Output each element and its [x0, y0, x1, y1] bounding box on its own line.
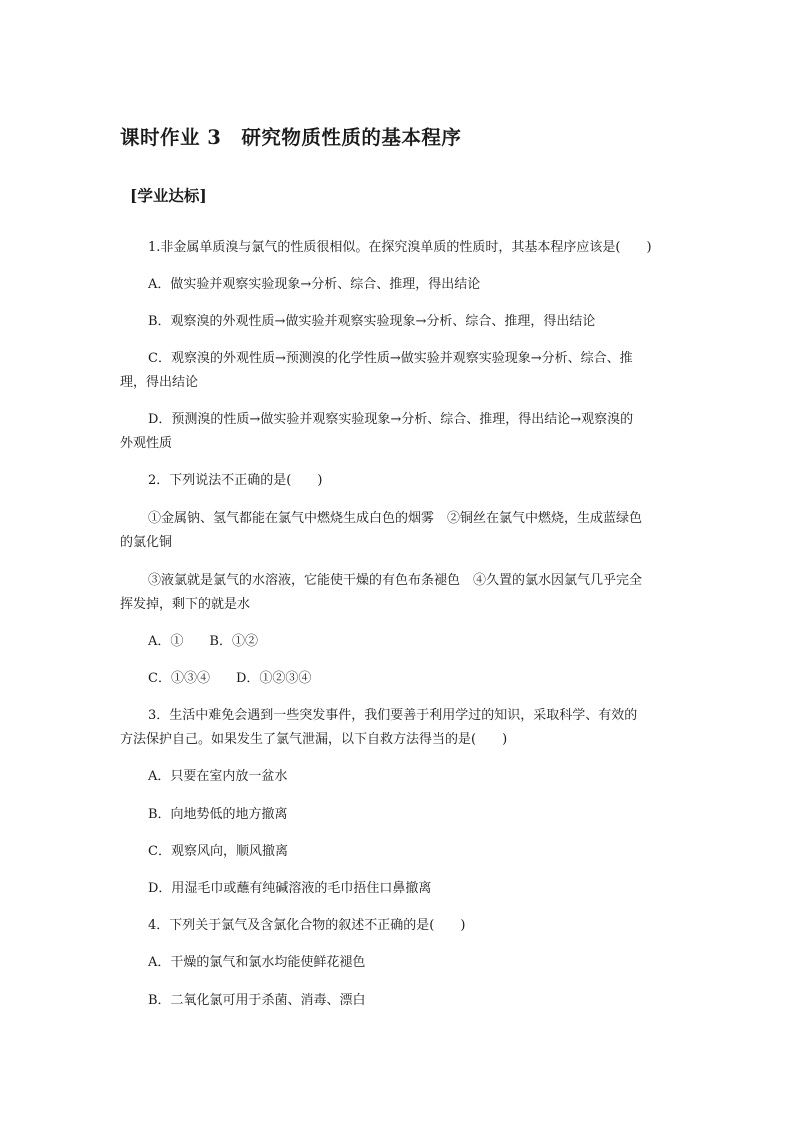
- question-2-statement-1-cont: 的氯化铜: [120, 535, 173, 550]
- question-2-statement-1: ①金属钠、氢气都能在氯气中燃烧生成白色的烟雾 ②铜丝在氯气中燃烧，生成蓝绿色: [148, 511, 643, 526]
- question-3-stem-cont: 方法保护自己。如果发生了氯气泄漏，以下自救方法得当的是( ): [120, 732, 508, 747]
- question-3-option-b: B．向地势低的地方撤离: [148, 807, 288, 822]
- question-1-option-c-cont: 理，得出结论: [120, 375, 199, 390]
- question-4-option-a: A．干燥的氯气和氯水均能使鲜花褪色: [148, 955, 366, 970]
- question-3-option-d: D．用湿毛巾或蘸有纯碱溶液的毛巾捂住口鼻撤离: [148, 881, 432, 896]
- question-1-stem: 1.非金属单质溴与氯气的性质很相似。在探究溴单质的性质时，其基本程序应该是( ): [148, 240, 652, 255]
- question-4-stem: 4．下列关于氯气及含氯化合物的叙述不正确的是( ): [148, 918, 466, 933]
- question-1-option-a: A．做实验并观察实验现象→分析、综合、推理，得出结论: [148, 277, 481, 292]
- question-1-option-b: B．观察溴的外观性质→做实验并观察实验现象→分析、综合、推理，得出结论: [148, 314, 596, 329]
- page-title: 课时作业 3 研究物质性质的基本程序: [120, 126, 462, 149]
- section-heading: [学业达标]: [130, 186, 207, 205]
- question-2-options-cd: C．①③④ D．①②③④: [148, 671, 312, 686]
- question-4-option-b: B．二氧化氯可用于杀菌、消毒、漂白: [148, 993, 366, 1008]
- question-1-option-c: C．观察溴的外观性质→预测溴的化学性质→做实验并观察实验现象→分析、综合、推: [148, 351, 633, 366]
- question-2-statement-2-cont: 挥发掉，剩下的就是水: [120, 597, 251, 612]
- question-3-option-c: C．观察风向，顺风撤离: [148, 844, 288, 859]
- question-3-option-a: A．只要在室内放一盆水: [148, 769, 288, 784]
- question-2-stem: 2．下列说法不正确的是( ): [148, 473, 323, 488]
- question-2-statement-2: ③液氯就是氯气的水溶液，它能使干燥的有色布条褪色 ④久置的氯水因氯气几乎完全: [148, 573, 643, 588]
- question-1-option-d-cont: 外观性质: [120, 436, 173, 451]
- question-3-stem: 3．生活中难免会遇到一些突发事件，我们要善于利用学过的知识，采取科学、有效的: [148, 708, 638, 723]
- question-2-options-ab: A．① B．①②: [148, 634, 258, 649]
- question-1-option-d: D．预测溴的性质→做实验并观察实验现象→分析、综合、推理，得出结论→观察溴的: [148, 412, 634, 427]
